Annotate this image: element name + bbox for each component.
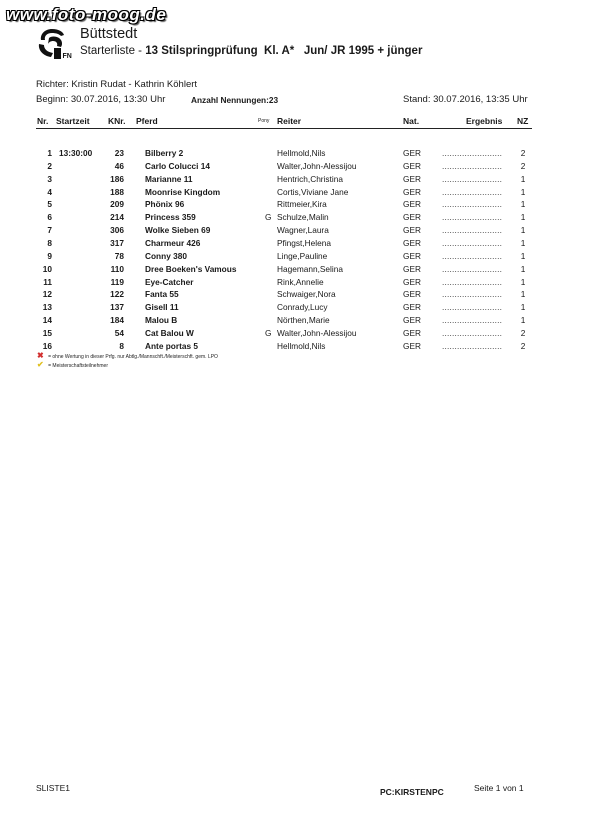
footer-code: SLISTE1 [36,783,71,793]
col-nz: NZ [517,116,529,126]
row-result: ........................ [442,160,503,171]
row-rider: Pfingst,Helena [277,237,331,248]
legend-item [37,360,108,369]
table-row [0,315,596,328]
row-nr: 7 [47,225,52,236]
row-nat: GER [403,289,421,300]
col-ergebnis: Ergebnis [466,116,503,126]
col-nat: Nat. [403,116,420,126]
row-horse: Dree Boeken's Vamous [145,263,237,274]
svg-text:FN: FN [62,53,72,60]
row-knr: 23 [114,148,124,158]
row-horse: Marianne 11 [145,173,193,184]
entry-count: Anzahl Nennungen:23 [191,95,279,105]
row-nz: 2 [520,340,526,351]
row-result: ........................ [442,199,503,210]
table-row [0,199,596,212]
col-pony: Pony [258,118,270,124]
row-knr: 317 [110,237,124,248]
row-nat: GER [403,199,421,210]
row-nr: 11 [43,276,52,287]
table-row [0,174,596,187]
row-rider: Rink,Annelie [277,276,324,287]
row-result: ........................ [442,315,503,326]
table-row [0,187,596,200]
judges: Richter: Kristin Rudat - Kathrin Köhlert [36,79,198,90]
table-row [0,251,596,264]
row-result: ........................ [442,148,503,158]
row-nat: GER [403,160,421,171]
row-rider: Schwaiger,Nora [277,289,336,300]
row-rider: Walter,John-Alessijou [277,160,357,171]
row-knr: 306 [110,225,124,236]
legend-text: = Meisterschaftsteilnehmer [48,363,108,369]
row-horse: Princess 359 [145,212,196,223]
row-result: ........................ [442,289,503,300]
row-nz: 1 [520,276,526,287]
row-rider: Conrady,Lucy [277,302,328,313]
row-horse: Gisell 11 [145,302,179,313]
row-horse: Ante portas 5 [145,340,199,351]
row-knr: 110 [110,263,124,274]
start-time: Beginn: 30.07.2016, 13:30 Uhr [36,94,166,105]
row-nz: 1 [520,225,526,236]
competition-title: 13 Stilspringprüfung Kl. A* Jun/ JR 1995 + jünger [145,45,423,57]
footer-pc: PC:KIRSTENPC [380,787,444,797]
legend-text: = ohne Wertung in dieser Prfg. nur Abtlg./Mannschft./Meisterschft. gem. LPO [48,354,218,360]
row-nz: 1 [520,302,526,313]
row-nr: 14 [42,315,52,326]
row-horse: Phönix 96 [145,199,185,210]
row-rider: Hellmold,Nils [277,148,326,158]
table-row [0,302,596,315]
row-result: ........................ [442,237,503,248]
row-knr: 209 [110,199,124,210]
row-nat: GER [403,225,421,236]
row-nr: 8 [47,237,52,248]
row-nr: 5 [47,199,52,210]
row-rider: Nörthen,Marie [277,315,330,326]
row-pony: G [265,327,272,338]
row-nat: GER [403,173,421,184]
row-rider: Walter,John-Alessijou [277,327,357,338]
row-knr: 137 [110,302,124,313]
row-nz: 2 [520,148,526,158]
row-nat: GER [403,186,421,197]
red-cross-icon: ✖ [37,351,44,360]
row-result: ........................ [442,263,503,274]
row-nat: GER [403,340,421,351]
row-nat: GER [403,250,421,261]
row-nz: 1 [520,212,526,223]
row-rider: Linge,Pauline [277,250,328,261]
row-rider: Hentrich,Christina [277,173,343,184]
row-horse: Carlo Colucci 14 [145,160,211,171]
row-nat: GER [403,237,421,248]
status-time: Stand: 30.07.2016, 13:35 Uhr [403,94,528,105]
col-nr: Nr. [37,116,49,126]
fn-horse-logo-icon [37,26,73,60]
row-result: ........................ [442,250,503,261]
col-startzeit: Startzeit [56,116,90,126]
row-result: ........................ [442,276,503,287]
header-rule [36,128,532,129]
legend-item [37,351,218,360]
row-nz: 1 [520,289,526,300]
row-nz: 1 [520,263,526,274]
col-reiter: Reiter [277,116,302,126]
row-nr: 6 [47,212,52,223]
row-horse: Moonrise Kingdom [145,186,221,197]
row-result: ........................ [442,173,503,184]
table-row [0,277,596,290]
row-knr: 119 [110,276,124,287]
row-knr: 122 [110,289,124,300]
row-nz: 2 [520,327,526,338]
row-horse: Bilberry 2 [145,148,184,158]
row-nz: 1 [520,315,526,326]
row-result: ........................ [442,327,503,338]
row-nr: 9 [47,250,52,261]
row-result: ........................ [442,186,503,197]
row-nr: 12 [42,289,52,300]
table-row [0,148,596,161]
row-rider: Hellmold,Nils [277,340,326,351]
row-nat: GER [403,302,421,313]
col-pferd: Pferd [136,116,158,126]
row-knr: 8 [119,340,124,351]
row-knr: 46 [114,160,124,171]
row-horse: Wolke Sieben 69 [145,225,211,236]
yellow-check-icon: ✔ [37,360,44,369]
event-location: Büttstedt [80,26,138,42]
row-rider: Cortis,Viviane Jane [277,186,349,197]
watermark: www.foto-moog.de [6,5,167,24]
table-row [0,289,596,302]
col-knr: KNr. [108,116,126,126]
row-nz: 1 [520,250,526,261]
row-nz: 1 [520,186,526,197]
row-nat: GER [403,148,421,158]
row-nat: GER [403,315,421,326]
row-horse: Charmeur 426 [145,237,201,248]
row-knr: 54 [114,327,124,338]
table-row [0,238,596,251]
row-nr: 3 [47,173,52,184]
table-row [0,264,596,277]
row-pony: G [265,212,272,223]
row-nz: 1 [520,173,526,184]
page-title [80,45,422,57]
row-nat: GER [403,327,421,338]
table-row [0,161,596,174]
row-knr: 186 [110,173,124,184]
row-knr: 184 [110,315,124,326]
row-nz: 1 [520,199,526,210]
row-knr: 214 [110,212,124,223]
row-knr: 78 [114,250,124,261]
list-label: Starterliste - [80,45,142,57]
row-nat: GER [403,276,421,287]
row-nr: 15 [42,327,52,338]
row-nr: 16 [42,340,52,351]
table-row [0,225,596,238]
row-horse: Conny 380 [145,250,187,261]
row-rider: Wagner,Laura [277,225,329,236]
table-row [0,212,596,225]
row-nr: 13 [42,302,52,313]
row-nr: 4 [47,186,52,197]
row-rider: Schulze,Malin [277,212,329,223]
row-nr: 1 [47,148,52,158]
row-result: ........................ [442,302,503,313]
row-horse: Fanta 55 [145,289,179,300]
row-nz: 2 [520,160,526,171]
row-rider: Hagemann,Selina [277,263,343,274]
row-nr: 2 [47,160,52,171]
row-horse: Cat Balou W [145,327,194,338]
row-result: ........................ [442,212,503,223]
row-nat: GER [403,212,421,223]
row-nz: 1 [520,237,526,248]
footer-page: Seite 1 von 1 [474,783,524,793]
row-knr: 188 [110,186,124,197]
row-start-time: 13:30:00 [59,148,93,158]
row-nr: 10 [42,263,52,274]
row-horse: Eye-Catcher [145,276,194,287]
row-result: ........................ [442,225,503,236]
row-result: ........................ [442,340,503,351]
row-nat: GER [403,263,421,274]
row-rider: Rittmeier,Kira [277,199,327,210]
table-row [0,328,596,341]
row-horse: Malou B [145,315,178,326]
